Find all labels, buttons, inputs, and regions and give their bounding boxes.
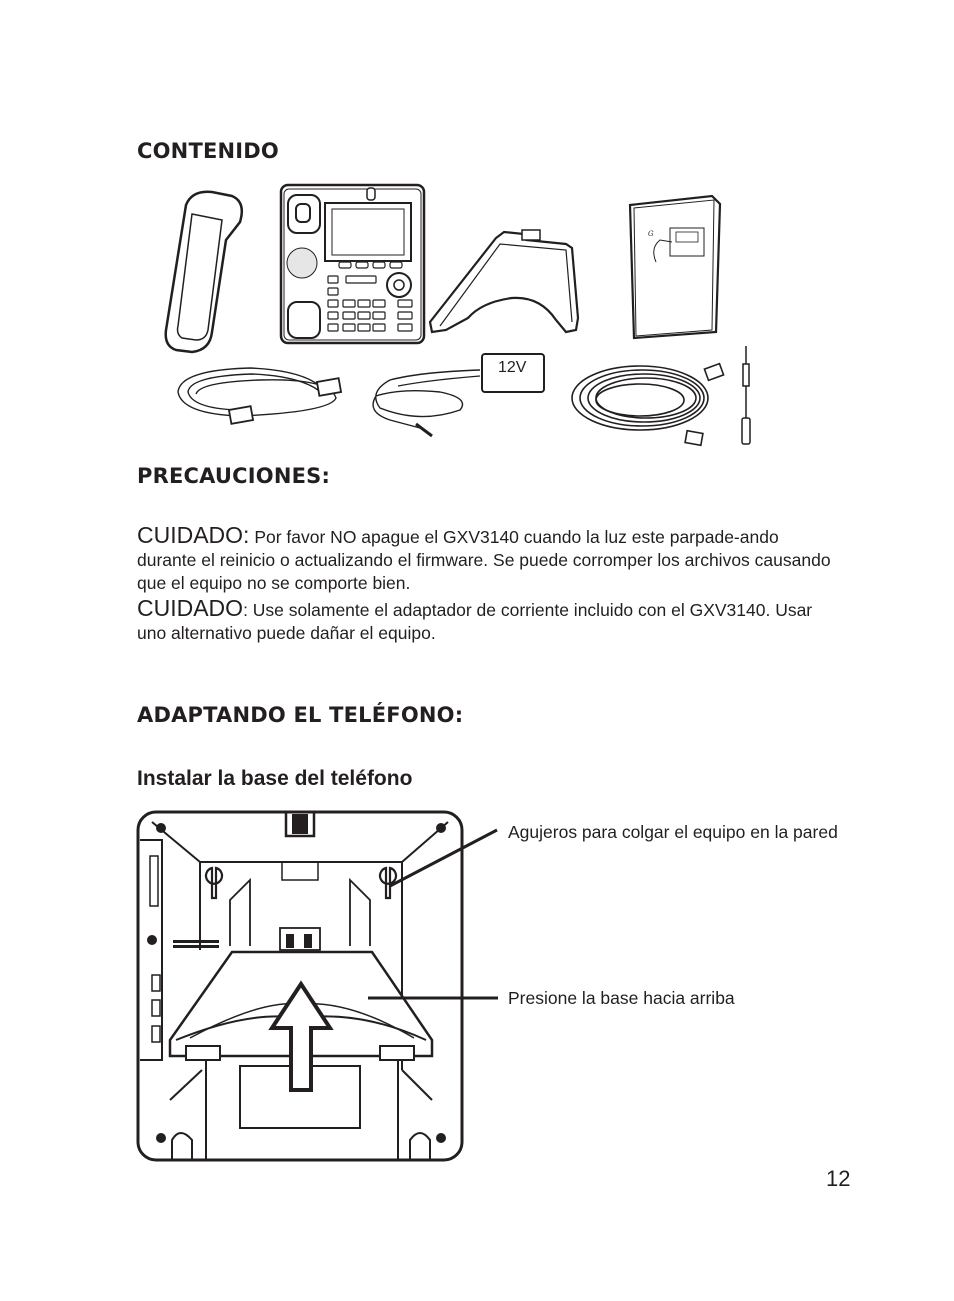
caution-label: CUIDADO:	[137, 522, 250, 548]
caution-text: Por favor NO apague el GXV3140 cuando la luz este parpade-ando durante el reinicio o actualizando el firmware. Se puede corromper los archivos causando que el equipo no se comporte bien.	[137, 527, 831, 593]
caution-text: : Use solamente el adaptador de corriente incluido con el GXV3140. Usar uno alternativo puede dañar el equipo.	[137, 600, 813, 643]
svg-text:G: G	[648, 230, 654, 238]
contents-heading: CONTENIDO	[137, 139, 279, 163]
caution-label: CUIDADO	[137, 595, 244, 621]
callout-press-text: Presione la base hacia arriba	[508, 988, 735, 1008]
page-number: 12	[826, 1166, 851, 1191]
adapting-heading: ADAPTANDO EL TELÉFONO:	[137, 703, 464, 727]
adapter-voltage-label: 12V	[498, 359, 527, 376]
install-subheading: Instalar la base del teléfono	[137, 767, 413, 790]
precautions-heading: PRECAUCIONES:	[137, 464, 331, 488]
callout-holes-text: Agujeros para colgar el equipo en la pared	[508, 822, 838, 842]
